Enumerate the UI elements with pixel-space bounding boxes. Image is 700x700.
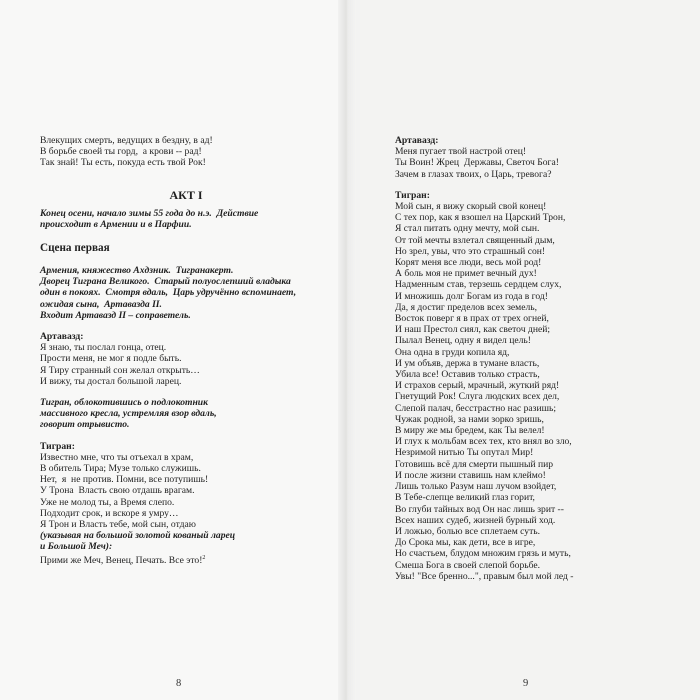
speaker-name: Артавазд: — [395, 135, 439, 146]
speech-line: Я Трон и Власть тебе, мой сын, отдаю — [40, 519, 196, 531]
speech-line: С тех пор, как я взошел на Царский Трон, — [395, 212, 566, 224]
speech-line: Незримой нитью Ты опутал Мир! — [395, 447, 534, 459]
speech-line: В Тебе-слепце великий глаз горит, — [395, 492, 535, 504]
speech-block — [395, 146, 695, 180]
speaker-name: Артавазд: — [40, 331, 84, 343]
stage-direction-line: Тигран, облокотившись о подлокотник — [40, 397, 208, 409]
speech-line: Смеша Бога в своей слепой борьбе. — [395, 559, 541, 571]
speech-line: Увы! "Все бренно...", правым был мой лед - — [395, 570, 574, 582]
speech-line: Меня пугает твой настрой отец! — [395, 146, 527, 158]
speech-line: И наш Престол сиял, как светоч дней; — [395, 324, 551, 336]
inline-stage-direction — [40, 530, 332, 552]
speech-line: Убила все! Оставив только страсть, — [395, 369, 540, 381]
speech-line: У Трона Власть свою отдашь врагам. — [40, 485, 195, 497]
speech-line: И глух к мольбам всех тех, кто внял во зло, — [395, 436, 572, 448]
scene-note-line: Входит Артавазд II – соправетель. — [40, 309, 191, 321]
stage-direction-line: (указывая на большой золотой кованый ларец — [40, 530, 236, 542]
speech-line: И после жизни ставишь нам клеймо! — [395, 469, 546, 481]
page-number: 9 — [523, 678, 529, 689]
verse-line: Влекущих смерть, ведущих в бездну, в ад! — [40, 135, 213, 146]
scene-note-line: Дворец Тиграна Великого. Старый полуослепший владыка — [40, 276, 291, 288]
speech-line: И ум объяв, держа в тумане власть, — [395, 357, 540, 369]
speech-line: И вижу, ты достал большой ларец. — [40, 375, 182, 387]
speech-line: Чужак родной, за нами зорко зришь, — [395, 413, 544, 425]
speech-line: Готовишь всё для смерти пышный пир — [395, 458, 554, 470]
speech-block — [40, 342, 332, 387]
right-page-text — [395, 135, 695, 582]
speech-line: И страхов серый, мрачный, жуткий ряд! — [395, 380, 560, 392]
speech-line: Нет, я не против. Помни, все потупишь! — [40, 474, 209, 486]
speech-line: Слепой палач, бесстрастно нас разишь; — [395, 402, 557, 414]
speech-line: От той мечты взлетал священный дым, — [395, 234, 555, 246]
speech-line: Уже не молод ты, а Время слепо. — [40, 496, 175, 508]
stage-direction — [40, 397, 332, 431]
speech-line: До Срока мы, как дети, все в игре, — [395, 537, 536, 549]
stage-direction-line: и Большой Меч): — [40, 541, 113, 553]
speech-line: Надменным став, терзешь сердцем слух, — [395, 279, 562, 291]
verse-line: В борьбе своей ты горд, а крови -- рад! — [40, 146, 202, 158]
speech-line: Мой сын, я вижу скорый свой конец! — [395, 201, 547, 213]
speech-line — [40, 553, 332, 566]
page-number: 8 — [176, 678, 182, 689]
scene-note-line: Армения, княжество Ахдзник. Тигранакерт. — [40, 265, 234, 277]
speech-line: Всех наших судеб, жизней бурный ход. — [395, 514, 556, 526]
speech-line: Прости меня, не мог я подле быть. — [40, 353, 182, 365]
speech-line: В миру же мы бредем, как Ты велел! — [395, 425, 545, 437]
stage-direction-line: массивного кресла, устремляя взор вдаль, — [40, 408, 217, 420]
speech-line: Она одна в груди копила яд, — [395, 346, 510, 358]
speech-line: В обитель Тира; Музе только служишь. — [40, 463, 201, 475]
scene-note-line: ожидая сына, Артавазда II. — [40, 298, 162, 310]
speech-line: Я Тиру странный сон желал открыть… — [40, 364, 200, 376]
speech-line: Но зрел, увы, что это страшный сон! — [395, 245, 546, 257]
speech-line: Подходит срок, и вскоре я умру… — [40, 507, 179, 519]
speaker-name: Тигран: — [40, 440, 75, 452]
speech-line: Я стал питать одну мечту, мой сын. — [395, 223, 540, 235]
speech-line: Известно мне, что ты отъехал в храм, — [40, 451, 194, 463]
speaker-name: Тигран: — [395, 189, 430, 201]
speech-line: Я знаю, ты послал гонца, отец. — [40, 342, 167, 354]
speech-line: Корят меня все люди, весь мой род! — [395, 257, 542, 269]
scene-note — [40, 265, 332, 321]
speech-block — [40, 452, 332, 566]
speech-line: Но счастьем, блудом множим грязь и муть, — [395, 548, 571, 560]
speech-block — [395, 201, 695, 582]
speech-line: Гнетущий Рок! Слуга людских всех дел, — [395, 391, 560, 403]
scene-note-line: один в покоях. Смотря вдаль, Царь удручённо вспоминает, — [40, 287, 297, 299]
act-title: АКТ I — [169, 187, 203, 202]
left-page-text — [40, 135, 332, 566]
act-note-line: Конец осени, начало зимы 55 года до н.э. Действие — [40, 207, 259, 219]
speech-line: Во глуби тайных вод Он нас лишь зрит -- — [395, 503, 564, 515]
act-note — [40, 208, 332, 230]
speech-line: Да, я достиг пределов всех земель, — [395, 301, 538, 313]
footnote-marker: 2 — [202, 554, 206, 561]
speech-line: Лишь только Разум наш лучом взойдет, — [395, 481, 557, 493]
speech-line: Ты Воин! Жрец Державы, Светоч Бога! — [395, 157, 559, 169]
speech-line: Пылал Венец, одну я видел цель! — [395, 335, 531, 347]
verse-line: Так знай! Ты есть, покуда есть твой Рок! — [40, 157, 206, 169]
speech-text: Прими же Меч, Венец, Печать. Все это! — [40, 554, 203, 566]
speech-line: И множишь долг Богам из года в год! — [395, 290, 548, 302]
speech-line: Восток поверг я в прах от трех огней, — [395, 313, 549, 325]
book-gutter — [338, 0, 356, 700]
act-note-line: происходит в Армении и в Парфии. — [40, 218, 192, 230]
opening-verse — [40, 135, 332, 169]
stage-direction-line: говорит отрывисто. — [40, 419, 130, 431]
speech-line: А боль моя не примет вечный дух! — [395, 268, 537, 280]
speech-line: Зачем в глазах твоих, о Царь, тревога? — [395, 168, 552, 180]
scene-title: Сцена первая — [40, 242, 110, 255]
speech-line: И ложью, болью все сплетаем суть. — [395, 525, 541, 537]
